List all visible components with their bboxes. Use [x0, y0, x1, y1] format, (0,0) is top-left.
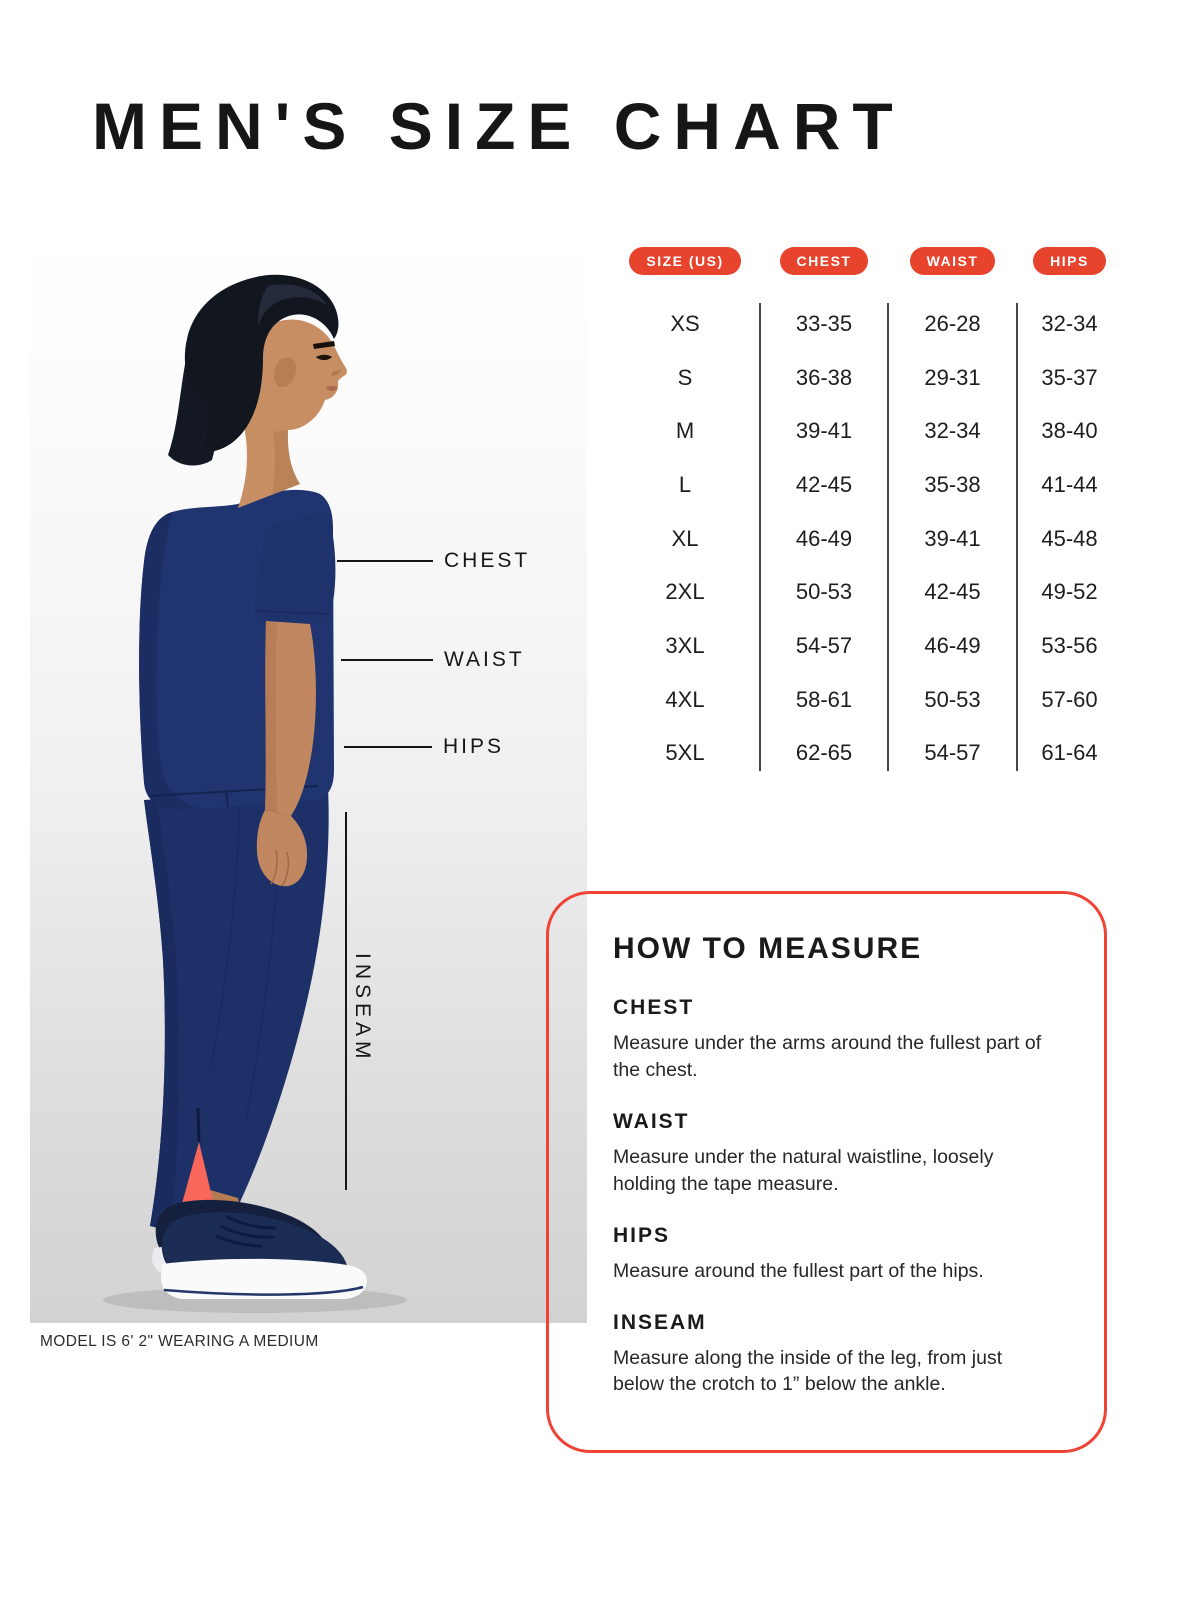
hips-callout-line: [344, 746, 432, 748]
measure-hips-label: HIPS: [613, 1223, 671, 1247]
size-cell: XL: [671, 525, 699, 551]
waist-cell: 54-57: [924, 740, 981, 766]
hips-cell: 38-40: [1041, 418, 1098, 444]
waist-cell: 46-49: [924, 632, 981, 658]
chest-callout-label: CHEST: [444, 549, 531, 572]
chest-cell: 50-53: [795, 579, 853, 605]
column-header-waist: [888, 247, 1017, 275]
measure-hips-text: Measure around the fullest part of the hips.: [613, 1259, 984, 1282]
waist-cell: 42-45: [924, 579, 981, 605]
column-header-hips: [1017, 247, 1122, 275]
size-cell: L: [678, 471, 692, 497]
hips-cell: 32-34: [1041, 310, 1098, 336]
size-cell: 5XL: [665, 740, 705, 766]
waist-cell: 29-31: [924, 364, 981, 390]
chest-cell: 58-61: [795, 686, 853, 712]
hips-cell: 35-37: [1041, 364, 1098, 390]
hips-cell: 45-48: [1041, 525, 1098, 551]
size-cell: XS: [670, 310, 700, 336]
chest-pill: CHEST: [780, 247, 869, 275]
how-to-measure-box: [546, 891, 1107, 1453]
how-to-measure-heading: HOW TO MEASURE: [613, 932, 923, 965]
waist-cell: 32-34: [924, 418, 981, 444]
hips-pill: HIPS: [1033, 247, 1106, 275]
size-cell: 4XL: [665, 686, 705, 712]
column-divider: [759, 303, 761, 771]
measure-inseam-label: INSEAM: [613, 1310, 707, 1334]
chest-callout-line: [337, 560, 433, 562]
measure-chest-label: CHEST: [613, 996, 695, 1019]
waist-cell: 26-28: [924, 310, 981, 336]
hips-callout-label: HIPS: [443, 735, 505, 758]
hips-cell: 57-60: [1041, 686, 1098, 712]
waist-callout-label: WAIST: [444, 648, 525, 671]
chest-cell: 36-38: [795, 364, 853, 390]
chest-cell: 62-65: [795, 740, 853, 766]
waist-cell: 39-41: [924, 525, 981, 551]
waist-cell: 50-53: [924, 686, 981, 712]
size-cell: S: [677, 364, 693, 390]
size-cell: 3XL: [665, 632, 705, 658]
model-caption: MODEL IS 6' 2" WEARING A MEDIUM: [40, 1333, 319, 1350]
hips-cell: 61-64: [1041, 740, 1098, 766]
hips-cell: 49-52: [1041, 579, 1098, 605]
measure-chest-text: Measure under the arms around the fullest part of the chest.: [613, 1032, 1042, 1081]
chest-cell: 33-35: [795, 310, 853, 336]
how-to-measure-content: [549, 894, 1104, 1398]
size-cell: 2XL: [665, 579, 705, 605]
waist-callout-line: [341, 659, 433, 661]
measure-waist-label: WAIST: [613, 1109, 690, 1133]
column-header-chest: [760, 247, 888, 275]
waist-cell: 35-38: [924, 471, 981, 497]
size-table-body: [610, 297, 1122, 780]
hips-cell: 41-44: [1041, 471, 1098, 497]
size-us-pill: SIZE (US): [629, 247, 740, 275]
measure-inseam-text: Measure along the inside of the leg, from just below the crotch to 1” below the ankle.: [613, 1346, 1003, 1396]
chest-cell: 46-49: [795, 525, 853, 551]
column-divider: [887, 303, 889, 771]
inseam-callout-line: [345, 812, 347, 1190]
page-title: MEN'S SIZE CHART: [92, 89, 905, 163]
size-table-header: [610, 247, 1122, 275]
model-photo: [30, 240, 587, 1323]
size-cell: M: [675, 418, 695, 444]
model-illustration: [30, 240, 587, 1323]
chest-cell: 54-57: [795, 632, 853, 658]
measure-waist-text: Measure under the natural waistline, loosely holding the tape measure.: [613, 1145, 994, 1195]
size-table: [610, 247, 1122, 780]
column-divider: [1016, 303, 1018, 771]
chest-cell: 42-45: [795, 471, 853, 497]
waist-pill: WAIST: [910, 247, 996, 275]
inseam-callout-label: INSEAM: [351, 953, 374, 1064]
chest-cell: 39-41: [795, 418, 853, 444]
hips-cell: 53-56: [1041, 632, 1098, 658]
column-header-size: [610, 247, 760, 275]
